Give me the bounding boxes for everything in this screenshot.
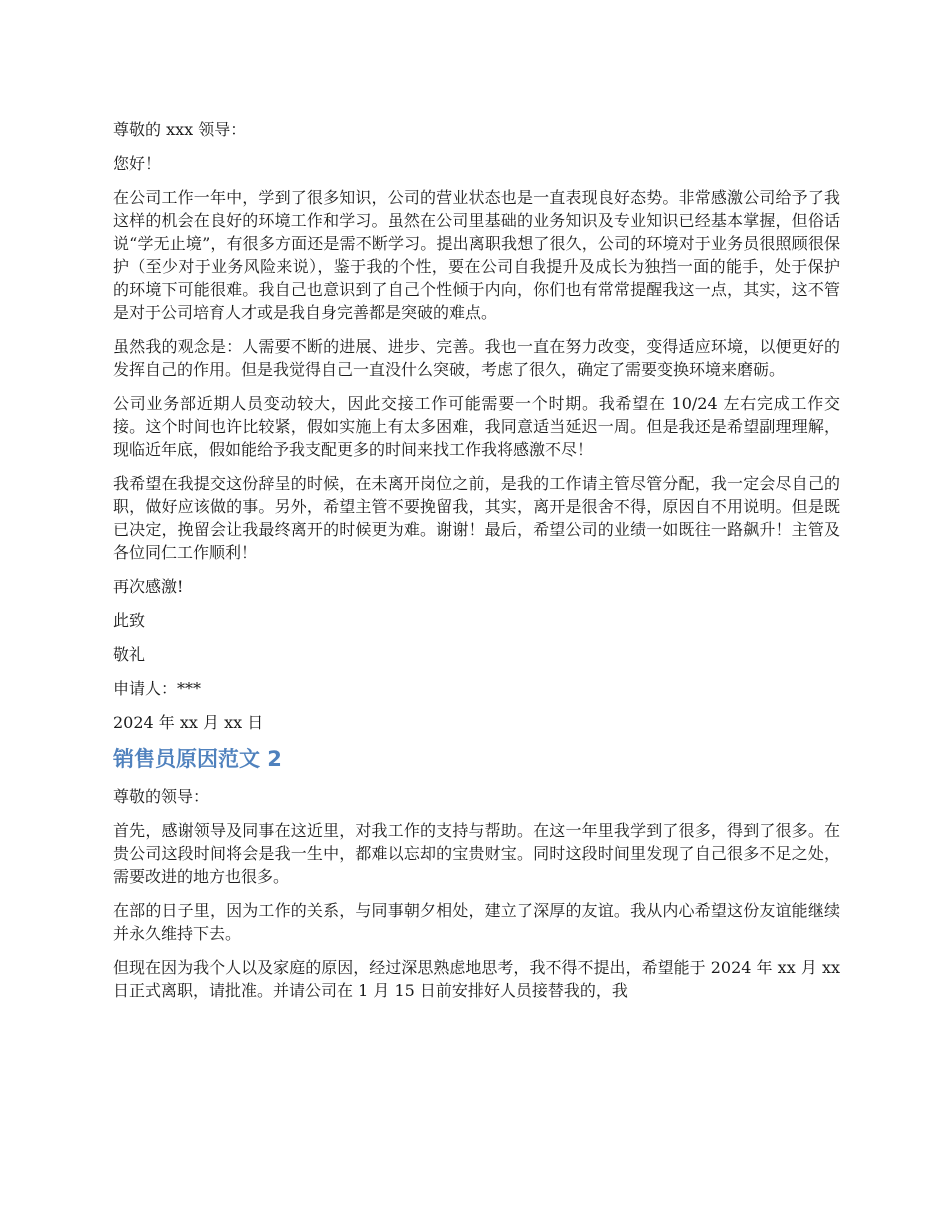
letter1-paragraph-3: 公司业务部近期人员变动较大，因此交接工作可能需要一个时期。我希望在 10/24 左右完成工作交接。这个时间也许比较紧，假如实施上有太多困难，我同意适当延迟一周。但是我还是希望副理理解，现临近年底，假如能给予我支配更多的时间来找工作我将感激不尽！ <box>113 394 840 459</box>
letter1-greeting: 您好！ <box>113 154 162 173</box>
letter1-paragraph-1: 在公司工作一年中，学到了很多知识，公司的营业状态也是一直表现良好态势。非常感激公司给予了我这样的机会在良好的环境工作和学习。虽然在公司里基础的业务知识及专业知识已经基本掌握，但俗话说“学无止境”，有很多方面还是需不断学习。提出离职我想了很久，公司的环境对于业务员很照顾很保护（至少对于业务风险来说），鉴于我的个性，要在公司自我提升及成长为独挡一面的能手，处于保护的环境下可能很难。我自己也意识到了自己个性倾于内向，你们也有常常提醒我这一点，其实，这不管是对于公司培育人才或是我自身完善都是突破的难点。 <box>113 188 840 322</box>
letter1-signature: 申请人：*** <box>113 679 202 698</box>
letter1-date: 2024 年 xx 月 xx 日 <box>113 713 264 732</box>
letter1-closing-2: 敬礼 <box>113 645 146 664</box>
letter1-paragraph-2: 虽然我的观念是：人需要不断的进展、进步、完善。我也一直在努力改变，变得适应环境，以便更好的发挥自己的作用。但是我觉得自己一直没什么突破，考虑了很久，确定了需要变换环境来磨砺。 <box>113 337 840 379</box>
section2-salutation: 尊敬的领导： <box>113 787 210 806</box>
section2-paragraph-2: 在部的日子里，因为工作的关系，与同事朝夕相处，建立了深厚的友谊。我从内心希望这份友谊能继续并永久维持下去。 <box>113 901 840 943</box>
letter1-closing-1: 此致 <box>113 611 146 630</box>
document-page <box>113 118 840 1013</box>
letter1-paragraph-4: 我希望在我提交这份辞呈的时候，在未离开岗位之前，是我的工作请主管尽管分配，我一定会尽自己的职，做好应该做的事。另外，希望主管不要挽留我，其实，离开是很舍不得，原因自不用说明。但是既已决定，挽留会让我最终离开的时候更为难。谢谢！最后，希望公司的业绩一如既往一路飙升！主管及各位同仁工作顺利！ <box>113 474 840 562</box>
letter1-thanks: 再次感激! <box>113 577 184 596</box>
section2-paragraph-3: 但现在因为我个人以及家庭的原因，经过深思熟虑地思考，我不得不提出，希望能于 2024 年 xx 月 xx 日正式离职，请批准。并请公司在 1 月 15 日前安排好人员接替我的，我 <box>113 958 840 1000</box>
letter1-salutation: 尊敬的 xxx 领导： <box>113 120 247 139</box>
section2-paragraph-1: 首先，感谢领导及同事在这近里，对我工作的支持与帮助。在这一年里我学到了很多，得到了很多。在贵公司这段时间将会是我一生中，都难以忘却的宝贵财宝。同时这段时间里发现了自己很多不足之处，需要改进的地方也很多。 <box>113 821 840 886</box>
section2-heading: 销售员原因范文 2 <box>113 747 282 771</box>
